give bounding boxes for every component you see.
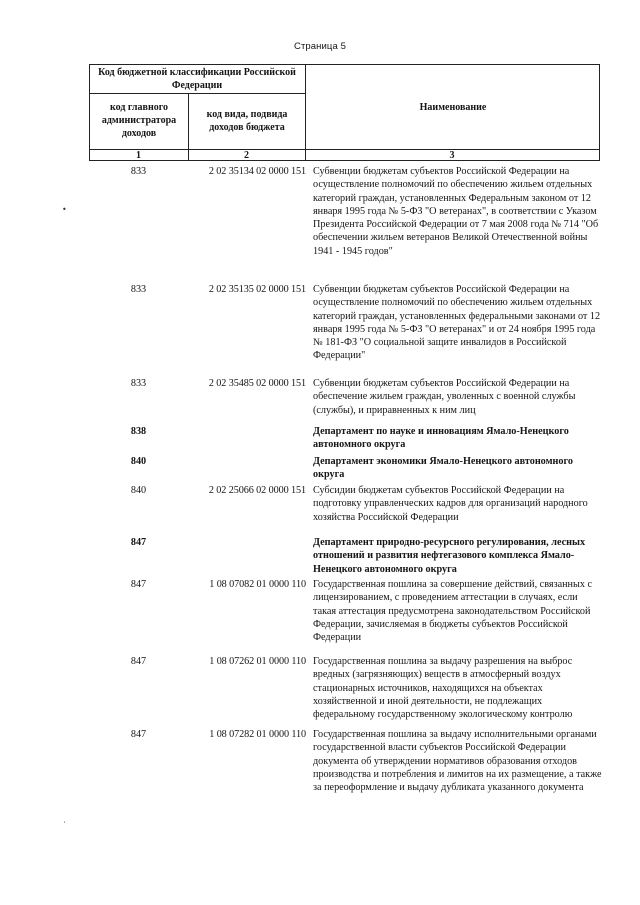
name-cell: Субвенции бюджетам субъектов Российской Федерации на осуществление полномочий по обеспечению жильем отдельных категорий граждан, установленных Федеральным законом от 12 января 1995 года № 5-ФЗ "О ветеранах", в соответствии с Указом Президента Российской Федерации от 7 мая 2008 года № 714 "Об обеспечении жильем ветеранов Великой Отечественной войны 1941 - 1945 годов" [313,166,599,257]
header-col3-label: Наименование [419,102,487,113]
income-code-cell: 2 02 35134 02 0000 151 [208,166,306,177]
admin-code-cell: 840 [130,485,147,496]
name-cell: Субвенции бюджетам субъектов Российской Федерации на осуществление полномочий по обеспечению жильем отдельных категорий граждан, установленных федеральными законами от 12 января 1995 года № 5-ФЗ "О ветеранах" и от 24 ноября 1995 года № 181-ФЗ "О социальной защите инвалидов в Российской Федерации" [313,284,601,362]
table-left-rule [89,64,90,161]
table-header [89,64,600,164]
income-code-cell: 2 02 25066 02 0000 151 [208,485,306,496]
name-cell: Субсидии бюджетам субъектов Российской Федерации на подготовку управленческих кадров для организаций народного хозяйства Российской Федерации [313,485,588,523]
name-cell: Субвенции бюджетам субъектов Российской Федерации на обеспечение жильем граждан, уволенных с военной службы (службы), и приравненных к ним лиц [313,378,576,416]
page-number: Страница 5 [294,41,346,52]
income-code-cell: 1 08 07282 01 0000 110 [209,729,306,740]
name-cell: Государственная пошлина за выдачу разрешения на выброс вредных (загрязняющих) веществ в атмосферный воздух стационарных источников, находящихся на объектах хозяйственной и иной деятельности, не подлежащих федеральному государственному экологическому контролю [313,656,573,721]
col2-col3-rule [305,64,306,161]
scan-mark: • [62,205,67,214]
income-code-cell: 1 08 07262 01 0000 110 [209,656,306,667]
column-number-1: 1 [136,150,141,161]
admin-code-cell: 847 [130,729,147,740]
name-cell: Государственная пошлина за совершение действий, связанных с лицензированием, с проведением аттестации в случаях, если такая аттестация предусмотрена законодательством Российской Федерации, зачисляемая в бюджеты субъектов Российской Федерации [313,579,593,644]
admin-code-cell: 840 [130,456,147,467]
income-code-cell: 2 02 35485 02 0000 151 [208,378,306,389]
income-code-cell: 2 02 35135 02 0000 151 [208,284,306,295]
admin-code-cell: 833 [130,284,147,295]
name-cell: Государственная пошлина за выдачу исполнительными органами государственной власти субъектов Российской Федерации документа об утверждении нормативов образования отходов производства и потребления и лимитов на их размещение, а также за переоформление и выдачу дубликата указанного документа [313,729,602,794]
header-col1-label: код главного администратора доходов [101,102,177,139]
admin-code-cell: 847 [130,656,147,667]
column-number-3: 3 [449,150,455,161]
header-group-label: Код бюджетной классификации Российской Федерации [98,67,296,91]
department-name-cell: Департамент по науке и инновациям Ямало-Ненецкого автономного округа [313,426,569,451]
income-code-cell: 1 08 07082 01 0000 110 [209,579,306,590]
admin-code-cell: 833 [130,166,147,177]
admin-code-cell: 833 [130,378,147,389]
header-col2-label: код вида, подвида доходов бюджета [206,109,288,133]
admin-code-cell: 847 [130,537,147,548]
department-name-cell: Департамент экономики Ямало-Ненецкого автономного округа [313,456,573,481]
table-right-rule [599,64,600,161]
header-top-rule [89,64,600,65]
admin-code-cell: 847 [130,579,147,590]
column-number-2: 2 [244,150,249,161]
scan-mark: ⋅ [63,818,66,827]
department-name-cell: Департамент природно-ресурсного регулирования, лесных отношений и развития нефтегазового комплекса Ямало-Ненецкого автономного округа [313,537,586,575]
header-group-rule [89,93,305,94]
admin-code-cell: 838 [130,426,147,437]
